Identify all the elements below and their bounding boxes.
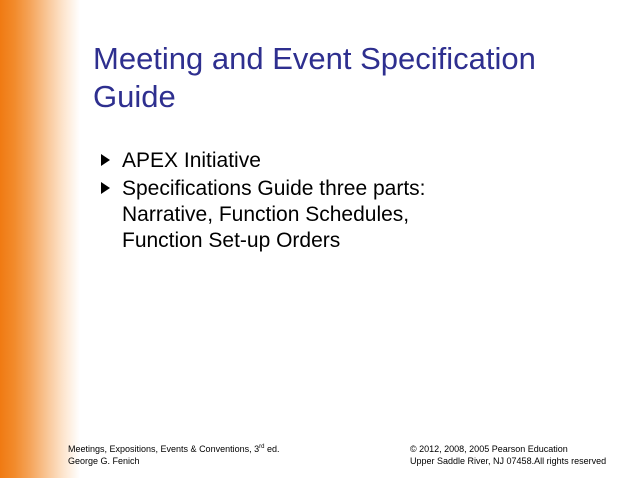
bullet-list [100,148,460,256]
footer-author: George G. Fenich [68,456,140,466]
bullet-arrow-icon [101,182,110,194]
footer-publisher-address: Upper Saddle River, NJ 07458.All rights reserved [410,456,607,466]
bullet-item-apex [100,148,460,174]
footer-book-info [68,443,279,467]
slide-title: Meeting and Event Specification Guide [93,41,536,114]
bullet-text: Specifications Guide three parts: Narrative, Function Schedules, Function Set-up Orders [122,177,426,252]
bullet-text: APEX Initiative [122,149,261,172]
bullet-arrow-icon [101,154,110,166]
footer-book-title: Meetings, Expositions, Events & Conventions, 3rd ed. [68,444,280,454]
footer-copyright-line: © 2012, 2008, 2005 Pearson Education [410,444,568,454]
bullet-item-specifications [100,176,460,254]
orange-gradient-band [0,0,80,478]
footer-copyright [410,443,606,467]
